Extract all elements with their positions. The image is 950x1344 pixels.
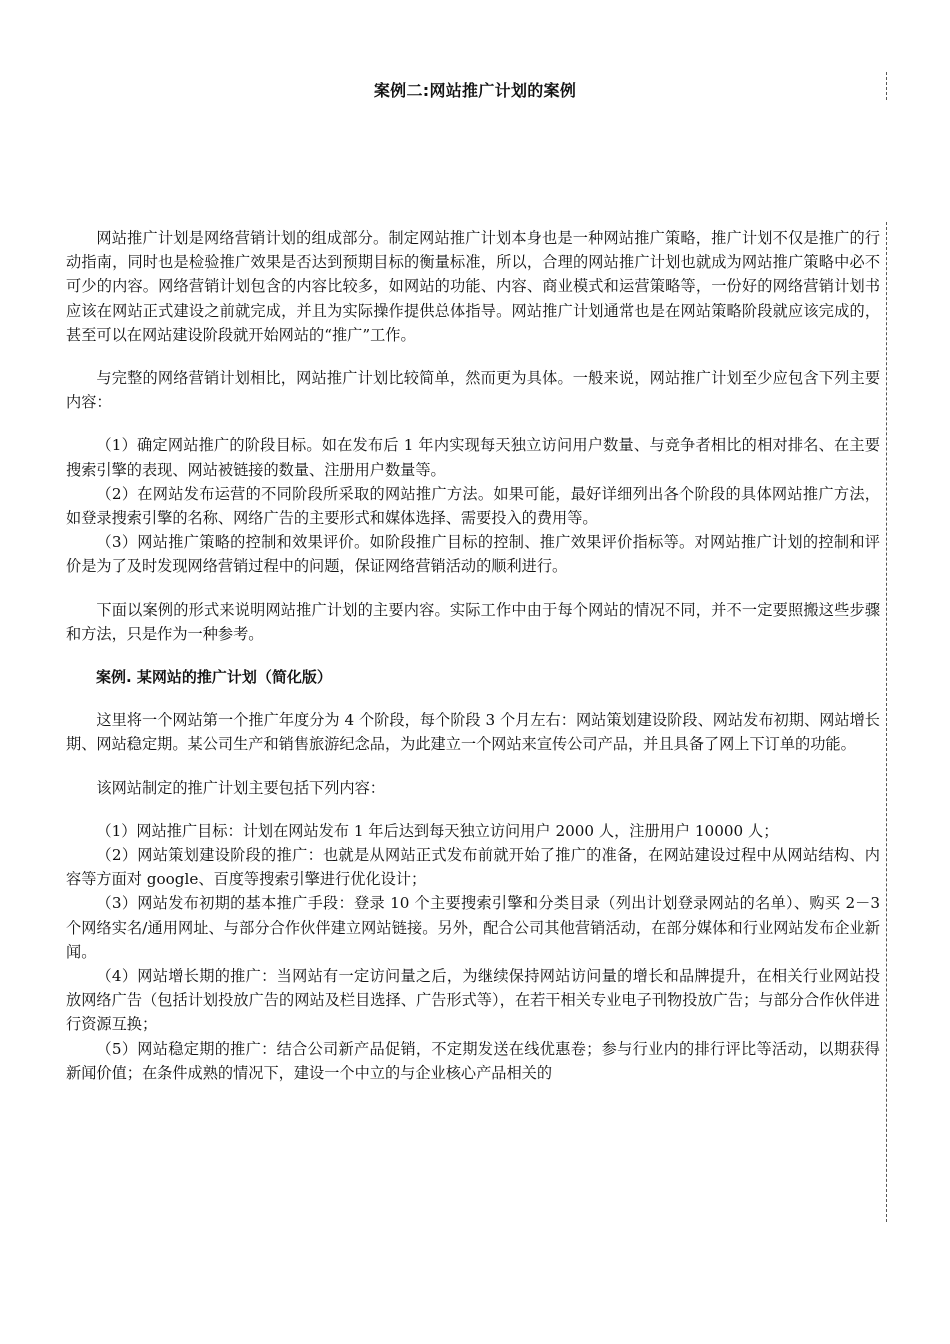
spacer bbox=[66, 414, 880, 433]
spacer bbox=[66, 757, 880, 776]
spacer bbox=[66, 579, 880, 598]
summary-paragraph: 与完整的网络营销计划相比，网站推广计划比较简单，然而更为具体。一般来说，网站推广计划至少应包含下列主要内容： bbox=[66, 369, 880, 412]
case-intro-paragraph: 下面以案例的形式来说明网站推广计划的主要内容。实际工作中由于每个网站的情况不同，并不一定要照搬这些步骤和方法，只是作为一种参考。 bbox=[66, 600, 880, 643]
document-body bbox=[66, 226, 880, 1085]
margin-rule bbox=[886, 222, 887, 1222]
page-title: 案例二:网站推广计划的案例 bbox=[373, 81, 577, 100]
spacer bbox=[66, 646, 880, 665]
plan-lead-paragraph: 该网站制定的推广计划主要包括下列内容： bbox=[96, 778, 385, 797]
content-item-3: （3）网站推广策略的控制和效果评价。如阶段推广目标的控制、推广效果评价指标等。对网站推广计划的控制和评价是为了及时发现网络营销过程中的问题，保证网络营销活动的顺利进行。 bbox=[66, 533, 880, 576]
case-heading: 案例. 某网站的推广计划（简化版） bbox=[96, 668, 332, 687]
content-item-2: （2）在网站发布运营的不同阶段所采取的网站推广方法。如果可能，最好详细列出各个阶段的具体网站推广方法，如登录搜索引擎的名称、网络广告的主要形式和媒体选择、需要投入的费用等。 bbox=[66, 484, 880, 528]
intro-paragraph: 网站推广计划是网络营销计划的组成部分。制定网站推广计划本身也是一种网站推广策略，推广计划不仅是推广的行动指南，同时也是检验推广效果是否达到预期目标的衡量标准，所以，合理的网站推广计划也就成为网站推广策略中必不可少的内容。网络营销计划包含的内容比较多，如网站的功能、内容、商业模式和运营策略等，一份好的网络营销计划书应该在网站正式建设之前就完成，并且为实际操作提供总体指导。网站推广计划通常也是在网站策略阶段就应该完成的，甚至可以在网站建设阶段就开始网站的“推广”工作。 bbox=[66, 229, 880, 344]
content-item-1: （1）确定网站推广的阶段目标。如在发布后 1 年内实现每天独立访问用户数量、与竞争者相比的相对排名、在主要搜索引擎的表现、网站被链接的数量、注册用户数量等。 bbox=[66, 436, 880, 479]
plan-item-5: （5）网站稳定期的推广：结合公司新产品促销，不定期发送在线优惠卷；参与行业内的排行评比等活动，以期获得新闻价值；在条件成熟的情况下，建设一个中立的与企业核心产品相关的 bbox=[66, 1039, 880, 1082]
case-description-paragraph: 这里将一个网站第一个推广年度分为 4 个阶段，每个阶段 3 个月左右：网站策划建设阶段、网站发布初期、网站增长期、网站稳定期。某公司生产和销售旅游纪念品，为此建立一个网站来宣传公司产品，并且具备了网上下订单的功能。 bbox=[66, 711, 880, 754]
plan-item-4: （4）网站增长期的推广：当网站有一定访问量之后，为继续保持网站访问量的增长和品牌提升，在相关行业网站投放网络广告（包括计划投放广告的网站及栏目选择、广告形式等），在若干相关专业电子刊物投放广告；与部分合作伙伴进行资源互换； bbox=[66, 967, 880, 1034]
spacer bbox=[66, 689, 880, 708]
plan-item-2: （2）网站策划建设阶段的推广：也就是从网站正式发布前就开始了推广的准备，在网站建设过程中从网站结构、内容等方面对 google、百度等搜索引擎进行优化设计； bbox=[66, 846, 880, 889]
spacer bbox=[66, 347, 880, 366]
plan-item-3: （3）网站发布初期的基本推广手段：登录 10 个主要搜索引擎和分类目录（列出计划登录网站的名单）、购买 2－3 个网络实名/通用网址、与部分合作伙伴建立网站链接。另外，配合公司其他营销活动，在部分媒体和行业网站发布企业新闻。 bbox=[66, 894, 880, 961]
spacer bbox=[66, 800, 880, 819]
plan-item-1: （1）网站推广目标：计划在网站发布 1 年后达到每天独立访问用户 2000 人，注册用户 10000 人； bbox=[96, 821, 779, 840]
